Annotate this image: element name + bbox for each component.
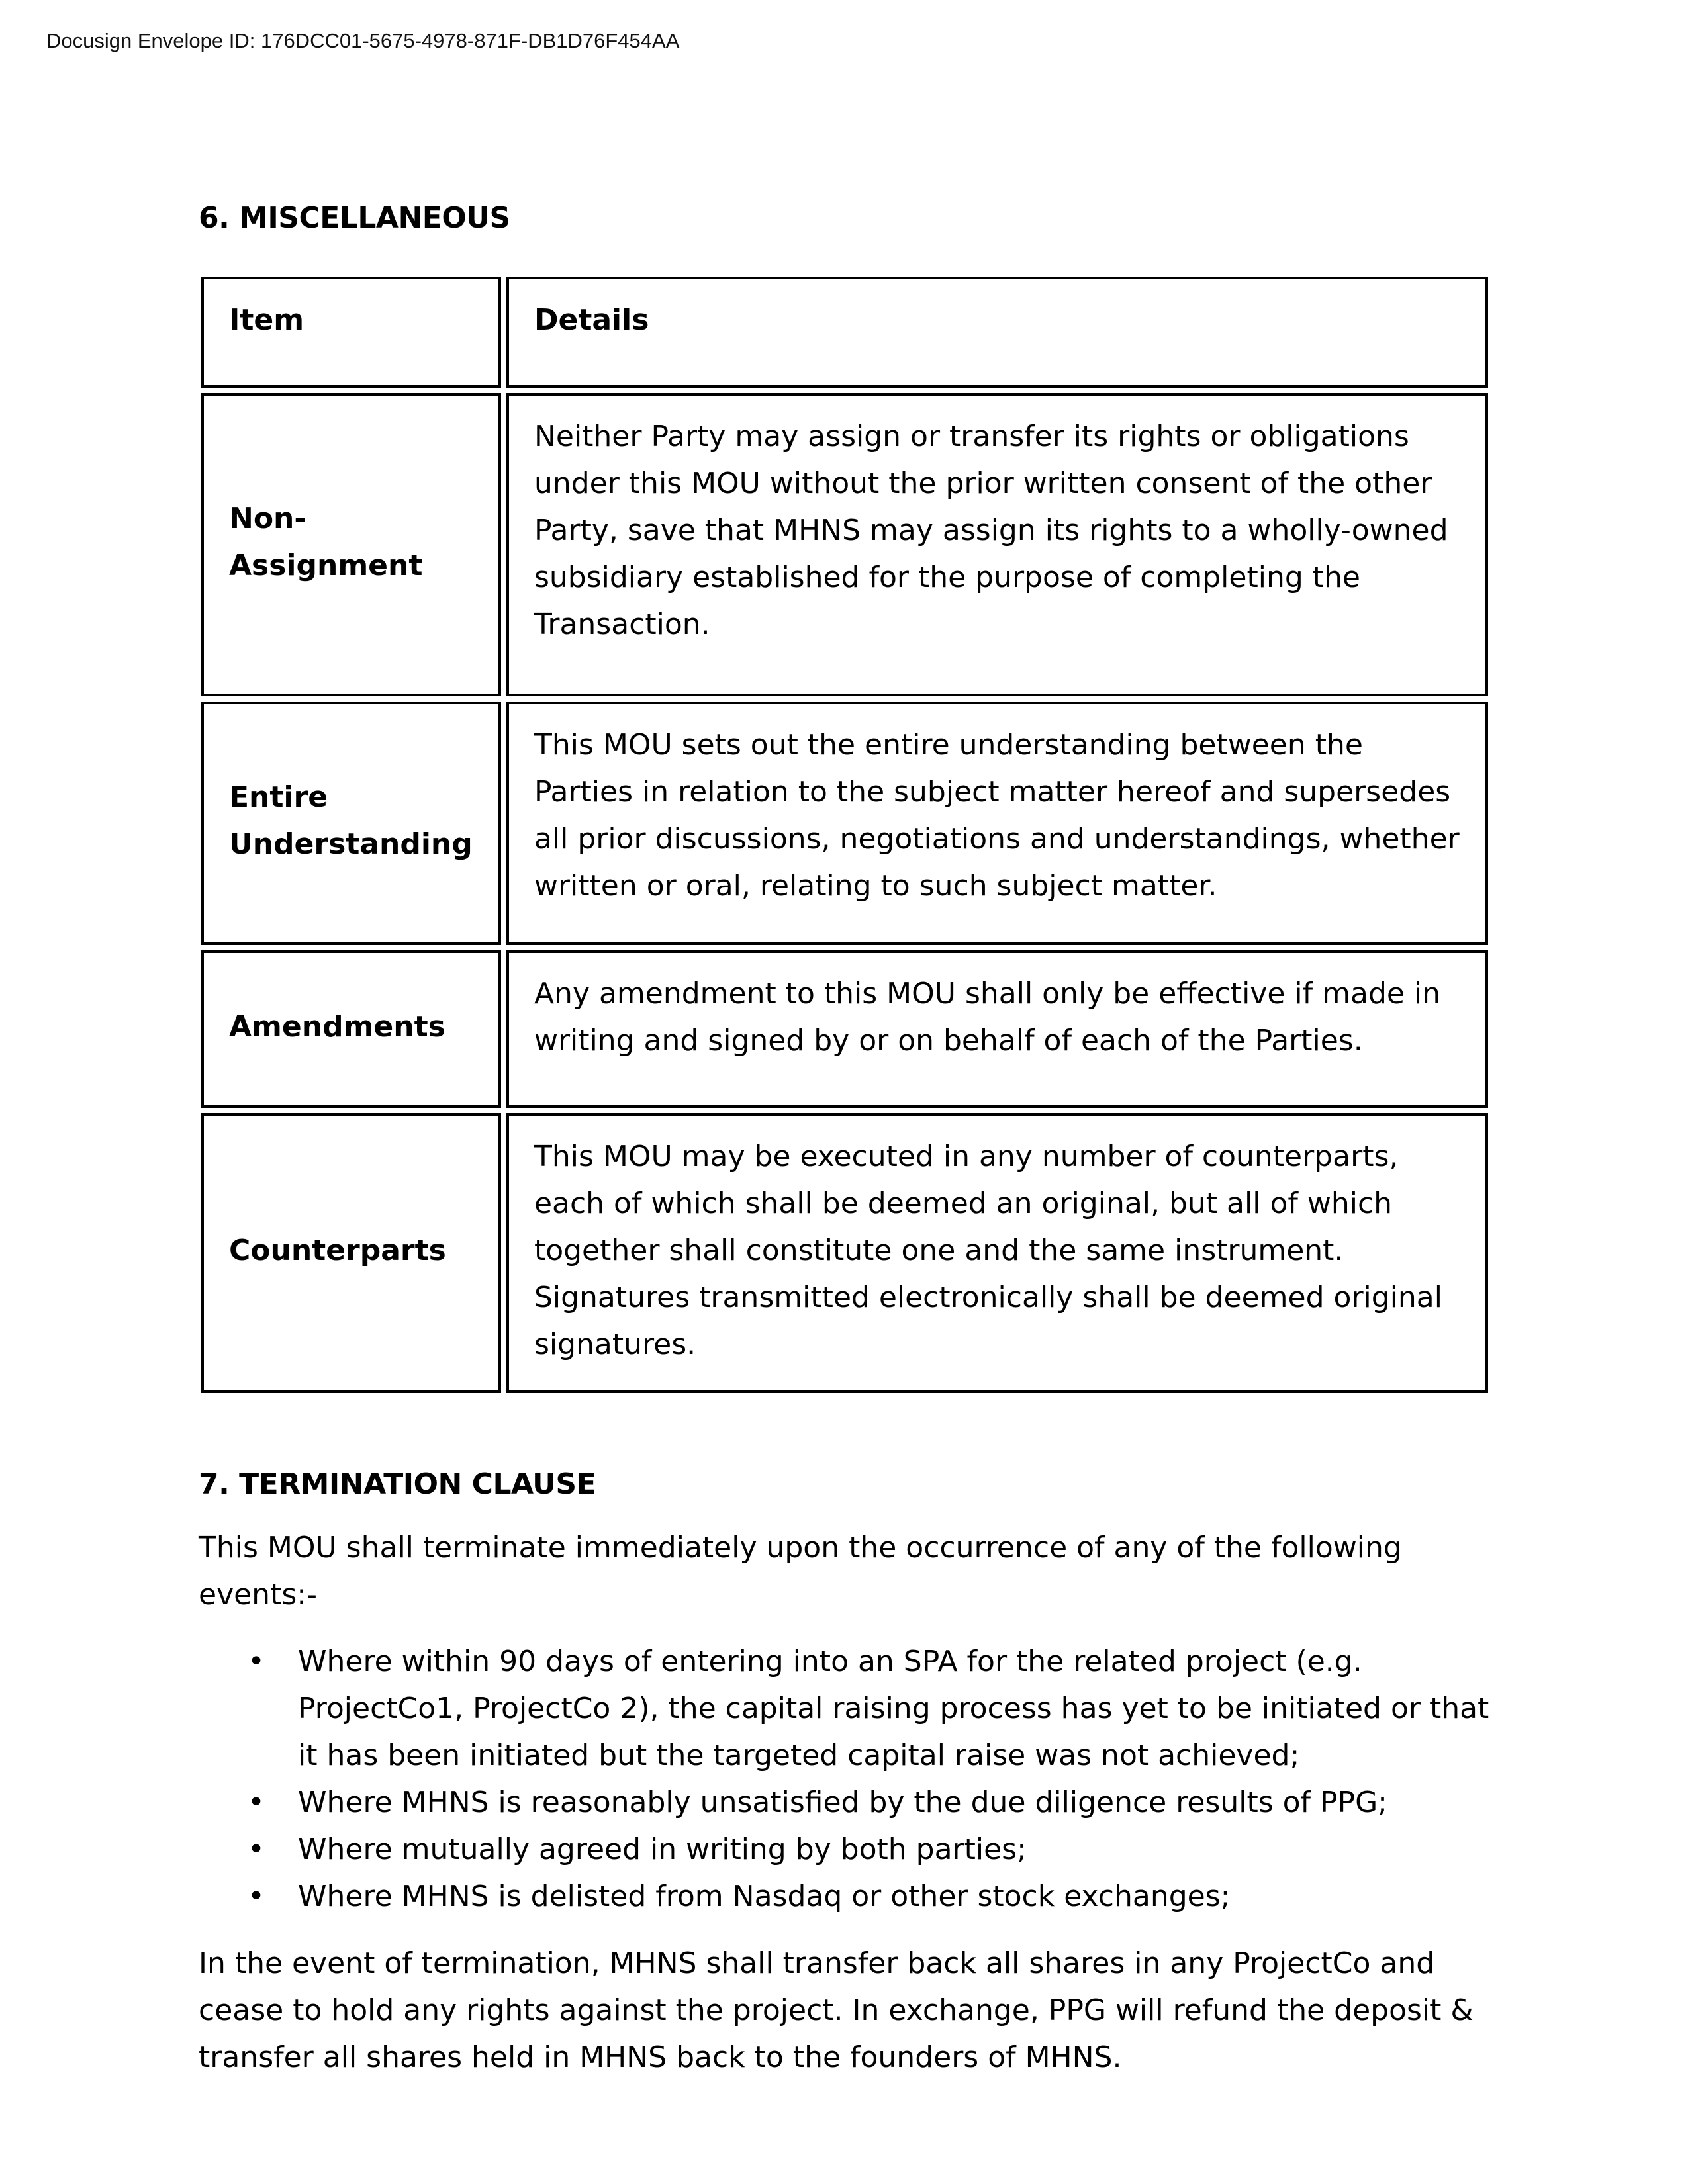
section-6-heading: 6. MISCELLANEOUS (199, 201, 510, 235)
list-item (248, 1779, 1489, 1826)
header-item: Item (201, 277, 501, 388)
event-text: Where MHNS is delisted from Nasdaq or other stock exchanges; (298, 1880, 1231, 1913)
list-item (248, 1873, 1489, 1920)
event-text: Where MHNS is reasonably unsatisfied by the due diligence results of PPG; (298, 1786, 1387, 1819)
bullet-icon: • (248, 1880, 265, 1913)
envelope-id: Docusign Envelope ID: 176DCC01-5675-4978-871F-DB1D76F454AA (46, 29, 680, 52)
event-text: Where mutually agreed in writing by both parties; (298, 1833, 1027, 1866)
bullet-icon: • (248, 1645, 265, 1678)
table-row (201, 702, 1488, 945)
header-details: Details (506, 277, 1488, 388)
table-header-row (201, 277, 1488, 388)
termination-intro: This MOU shall terminate immediately upon the occurrence of any of the following events:- (199, 1531, 1402, 1612)
bullet-icon: • (248, 1833, 265, 1866)
details-amendments: Any amendment to this MOU shall only be effective if made in writing and signed by or on behalf of each of the Parties. (506, 950, 1488, 1108)
list-item (248, 1638, 1489, 1779)
section-7-heading: 7. TERMINATION CLAUSE (199, 1467, 596, 1501)
event-text: Where within 90 days of entering into an SPA for the related project (e.g. ProjectCo1, ProjectCo 2), the capital raising process has yet to be initiated or that it has been initiated but the targeted capital raise was not achieved; (298, 1645, 1489, 1772)
item-counterparts: Counterparts (201, 1113, 501, 1393)
termination-closing: In the event of termination, MHNS shall transfer back all shares in any ProjectCo and cease to hold any rights against the project. In exchange, PPG will refund the deposit & transfer all shares held in MHNS back to the founders of MHNS. (199, 1946, 1474, 2074)
termination-events-list (199, 1638, 1489, 1920)
document-body (199, 199, 1489, 2081)
list-item (248, 1826, 1489, 1873)
item-non-assignment: Non-Assignment (201, 393, 501, 696)
table-row (201, 950, 1488, 1108)
table-row (201, 393, 1488, 696)
details-non-assignment: Neither Party may assign or transfer its rights or obligations under this MOU without the prior written consent of the other Party, save that MHNS may assign its rights to a wholly-owned subsidiary established for the purpose of completing the Transaction. (506, 393, 1488, 696)
item-amendments: Amendments (201, 950, 501, 1108)
bullet-icon: • (248, 1786, 265, 1819)
details-entire-understanding: This MOU sets out the entire understanding between the Parties in relation to the subject matter hereof and supersedes all prior discussions, negotiations and understandings, whether written or oral, relating to such subject matter. (506, 702, 1488, 945)
miscellaneous-table (196, 271, 1493, 1398)
item-entire-understanding: Entire Understanding (201, 702, 501, 945)
details-counterparts: This MOU may be executed in any number of counterparts, each of which shall be deemed an original, but all of which together shall constitute one and the same instrument. Signatures transmitted electronically shall be deemed original signatures. (506, 1113, 1488, 1393)
table-row (201, 1113, 1488, 1393)
